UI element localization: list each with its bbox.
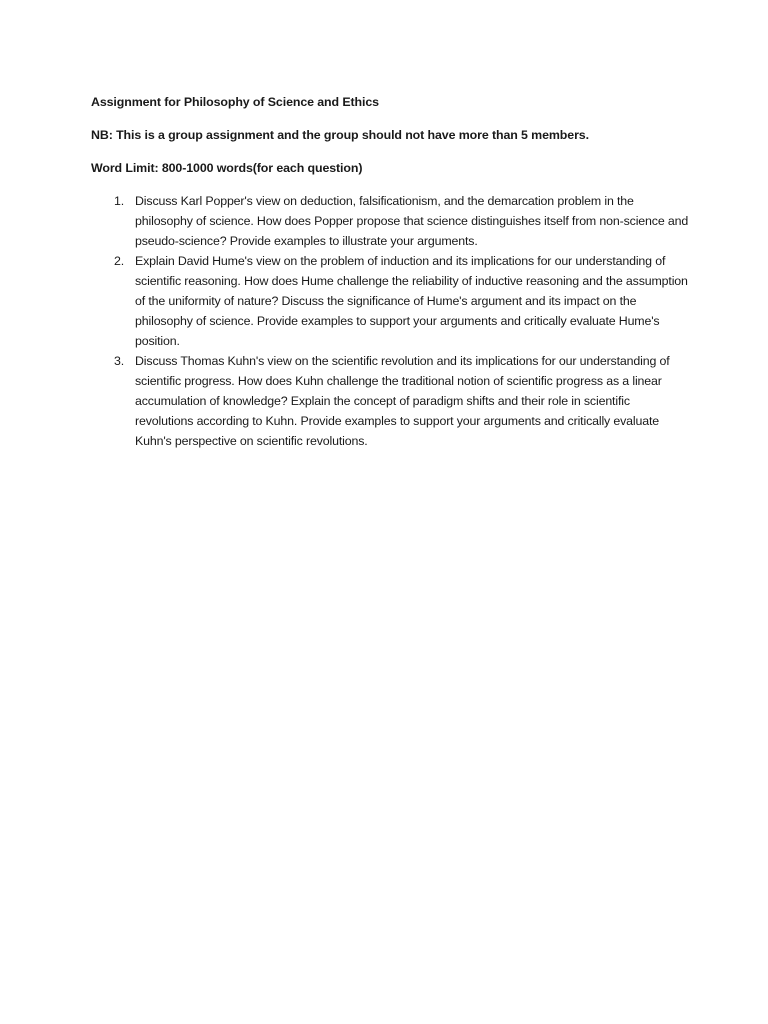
question-number: 1.: [114, 194, 125, 208]
question-number: 3.: [114, 354, 125, 368]
document-body: [91, 92, 691, 451]
list-item: [91, 191, 691, 251]
question-text: Discuss Karl Popper's view on deduction, falsificationism, and the demarcation problem in the philosophy of science. How does Popper propose that science distinguishes itself from non-science and pseudo-science? Provide examples to illustrate your arguments.: [135, 194, 689, 248]
list-item: [91, 251, 691, 351]
question-text: Explain David Hume's view on the problem of induction and its implications for our understanding of scientific reasoning. How does Hume challenge the reliability of inductive reasoning and the assumption of the uniformity of nature? Discuss the significance of Hume's argument and its impact on the philosophy of science. Provide examples to support your arguments and critically evaluate Hume's position.: [135, 254, 688, 348]
question-list: [91, 191, 691, 451]
question-text: Discuss Thomas Kuhn's view on the scientific revolution and its implications for our understanding of scientific progress. How does Kuhn challenge the traditional notion of scientific progress as a linear accumulation of knowledge? Explain the concept of paradigm shifts and their role in scientific revolutions according to Kuhn. Provide examples to support your arguments and critically evaluate Kuhn's perspective on scientific revolutions.: [135, 354, 670, 448]
list-item: [91, 351, 691, 451]
group-note: NB: This is a group assignment and the group should not have more than 5 members.: [91, 128, 589, 142]
question-number: 2.: [114, 254, 125, 268]
word-limit: Word Limit: 800-1000 words(for each question): [91, 161, 363, 175]
document-title: Assignment for Philosophy of Science and Ethics: [91, 95, 379, 109]
